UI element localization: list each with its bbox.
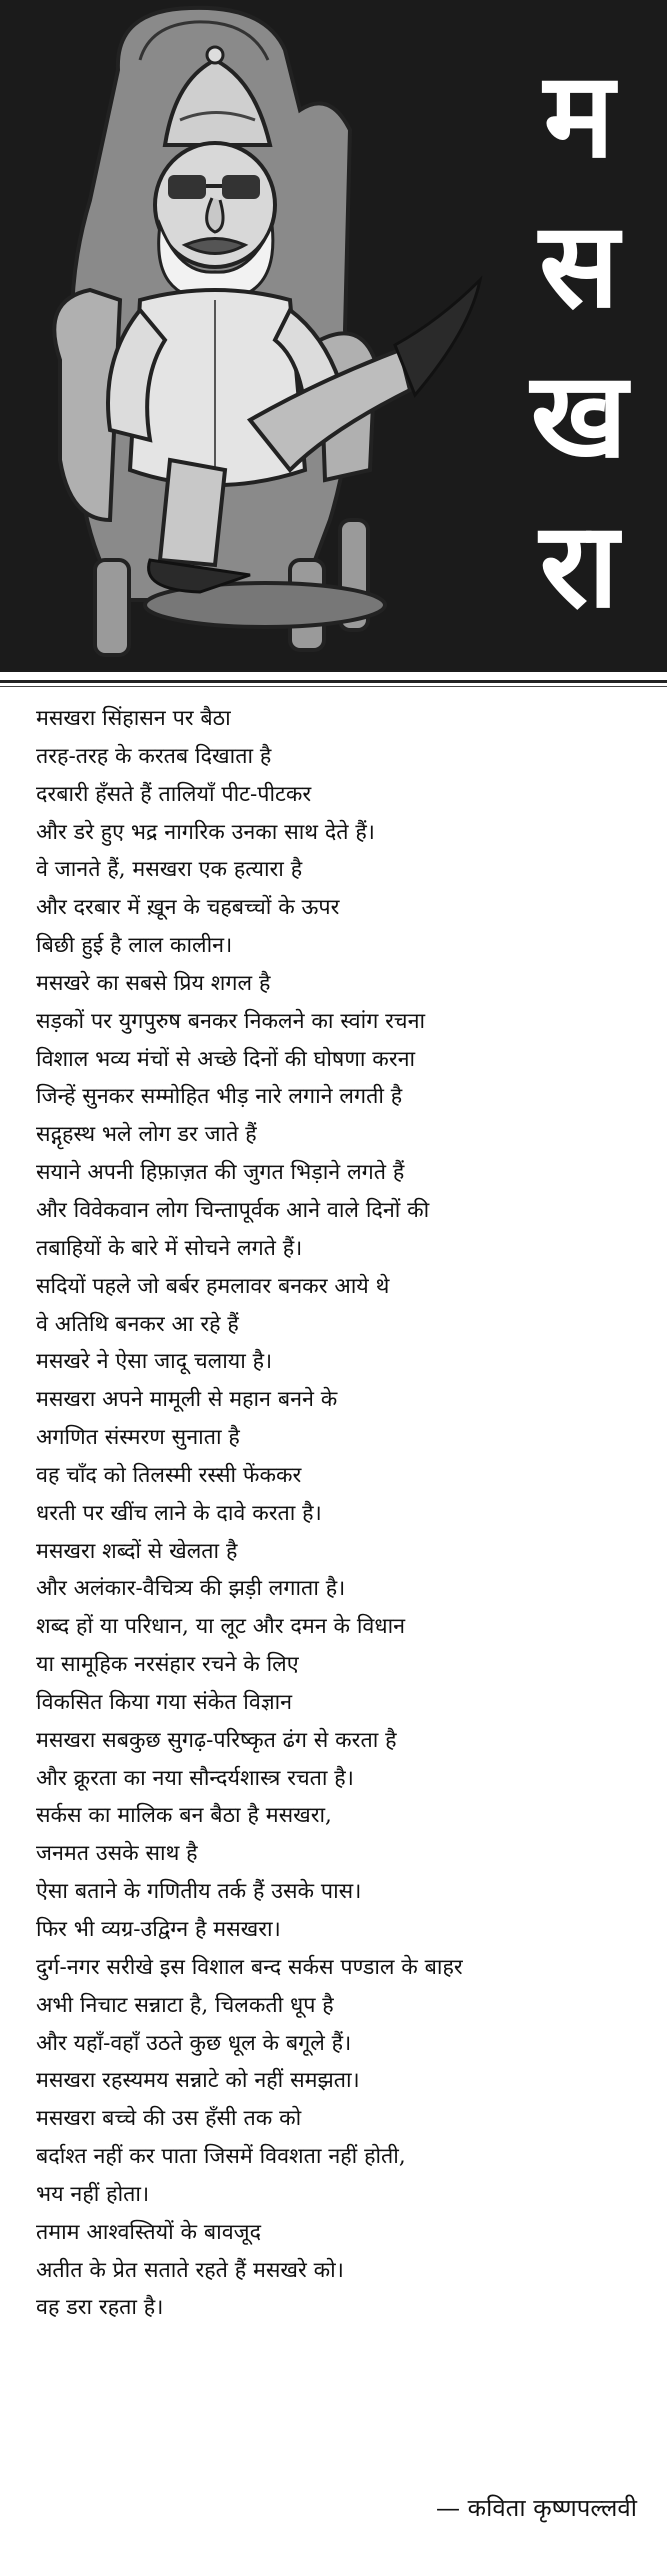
poem-line: जनमत उसके साथ है [36,1841,198,1867]
poem-line: सदियों पहले जो बर्बर हमलावर बनकर आये थे [36,1273,390,1299]
title-vertical [509,40,649,640]
poem-line: सद्गृहस्थ भले लोग डर जाते हैं [36,1122,257,1148]
poem-line: अभी निचाट सन्नाटा है, चिलकती धूप है [36,1992,334,2018]
poem-line: वे अतिथि बनकर आ रहे हैं [36,1311,239,1337]
poem-line: मसखरा बच्चे की उस हँसी तक को [36,2106,302,2132]
poem-line: और यहाँ-वहाँ उठते कुछ धूल के बगूले हैं। [36,2030,352,2056]
poem-line: दरबारी हँसते हैं तालियाँ पीट-पीटकर [36,781,312,807]
poem-line: मसखरा अपने मामूली से महान बनने के [36,1387,338,1413]
poem-line: धरती पर खींच लाने के दावे करता है। [36,1500,322,1526]
poem-line: जिन्हें सुनकर सम्मोहित भीड़ नारे लगाने लगती है [36,1084,403,1110]
poem-line: और डरे हुए भद्र नागरिक उनका साथ देते हैं। [36,819,375,845]
poem-line: और दरबार में ख़ून के चहबच्चों के ऊपर [36,895,340,921]
poem-line: तमाम आश्वस्तियों के बावजूद [36,2219,262,2245]
poem-line: मसखरा रहस्यमय सन्नाटे को नहीं समझता। [36,2068,360,2094]
title-letter: रा [539,496,619,634]
poem-line: और क्रूरता का नया सौन्दर्यशास्त्र रचता है। [36,1765,354,1791]
poem-line: बर्दाश्त नहीं कर पाता जिसमें विवशता नहीं होती, [36,2144,406,2170]
poem-line: ऐसा बताने के गणितीय तर्क हैं उसके पास। [36,1879,362,1905]
poem-line: भय नहीं होता। [36,2181,150,2207]
poem-line: तरह-तरह के करतब दिखाता है [36,743,272,769]
title-letter: म [543,46,615,184]
header-banner [0,0,667,672]
poem-line: और विवेकवान लोग चिन्तापूर्वक आने वाले दिनों की [36,1197,430,1223]
title-letter: स [539,196,619,334]
poem-line: मसखरे ने ऐसा जादू चलाया है। [36,1349,273,1375]
poem-line: विशाल भव्य मंचों से अच्छे दिनों की घोषणा करना [36,1046,416,1072]
poem-line: वे जानते हैं, मसखरा एक हत्यारा है [36,857,303,883]
poem-line: और अलंकार-वैचित्र्य की झड़ी लगाता है। [36,1576,346,1602]
poem-line: वह चाँद को तिलस्मी रस्सी फेंककर [36,1462,302,1488]
poem-line: सर्कस का मालिक बन बैठा है मसखरा, [36,1803,332,1829]
poem-line: सड़कों पर युगपुरुष बनकर निकलने का स्वांग रचना [36,1008,426,1034]
poem-line: मसखरा शब्दों से खेलता है [36,1538,238,1564]
poem-line: दुर्ग-नगर सरीखे इस विशाल बन्द सर्कस पण्डाल के बाहर [36,1954,463,1980]
poem-line: या सामूहिक नरसंहार रचने के लिए [36,1652,299,1678]
poem-line: मसखरा सबकुछ सुगढ़-परिष्कृत ढंग से करता है [36,1727,397,1753]
poem-line: मसखरा सिंहासन पर बैठा [36,706,231,731]
divider [0,680,667,683]
author-credit: — कविता कृष्णपल्लवी [436,2494,637,2522]
poem-line: अतीत के प्रेत सताते रहते हैं मसखरे को। [36,2257,344,2283]
poem-line: वह डरा रहता है। [36,2295,164,2321]
poem-line: फिर भी व्यग्र-उद्विग्न है मसखरा। [36,1917,281,1942]
divider [0,686,667,687]
poem-body [36,700,651,2327]
poem-line: बिछी हुई है लाल कालीन। [36,933,233,959]
poem-line: अगणित संस्मरण सुनाता है [36,1425,240,1451]
poem-line: सयाने अपनी हिफ़ाज़त की जुगत भिड़ाने लगते हैं [36,1160,405,1186]
poem-line: विकसित किया गया संकेत विज्ञान [36,1689,293,1715]
poem-line: मसखरे का सबसे प्रिय शगल है [36,970,271,996]
title-letter: ख [530,346,628,484]
clown-king-illustration [0,0,500,672]
poem-line: शब्द हों या परिधान, या लूट और दमन के विधान [36,1614,406,1640]
poem-line: तबाहियों के बारे में सोचने लगते हैं। [36,1235,303,1261]
